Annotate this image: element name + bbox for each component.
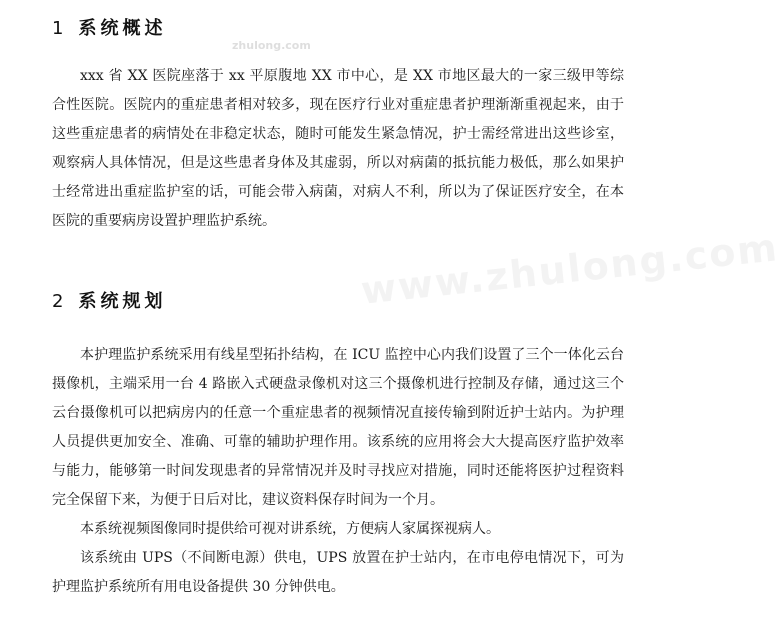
section-2-paragraph-1: 本护理监护系统采用有线星型拓扑结构，在 ICU 监控中心内我们设置了三个一体化云台摄像机，主端采用一台 4 路嵌入式硬盘录像机对这三个摄像机进行控制及存储，通过这三个云台摄像机可以把病房内的任意一个重症患者的视频情况直接传输到附近护士站内。为护理人员提供更加安全、准确、可靠的辅助护理作用。该系统的应用将会大大提高医疗监护效率与能力，能够第一时间发现患者的异常情况并及时寻找应对措施，同时还能将医护过程资料完全保留下来，为便于日后对比，建议资料保存时间为一个月。 [52,347,624,508]
section-1-title: 系统概述 [78,18,167,39]
section-1-number: 1 [52,18,65,39]
section-2-number: 2 [52,291,65,312]
section-2-heading [52,287,166,313]
section-2-paragraph-2: 本系统视频图像同时提供给可视对讲系统，方便病人家属探视病人。 [80,521,500,537]
section-1-paragraph: xxx 省 XX 医院座落于 xx 平原腹地 XX 市中心，是 XX 市地区最大的一家三级甲等综合性医院。医院内的重症患者相对较多，现在医疗行业对重症患者护理渐渐重视起来，由于这些重症患者的病情处在非稳定状态，随时可能发生紧急情况，护士需经常进出这些诊室，观察病人具体情况，但是这些患者身体及其虚弱，所以对病菌的抵抗能力极低，那么如果护士经常进出重症监护室的话，可能会带入病菌，对病人不利，所以为了保证医疗安全，在本医院的重要病房设置护理监护系统。 [52,68,624,229]
section-2-paragraph-3: 该系统由 UPS（不间断电源）供电，UPS 放置在护士站内，在市电停电情况下，可为护理监护系统所有用电设备提供 30 分钟供电。 [52,550,624,595]
section-2-title: 系统规划 [78,291,167,312]
watermark-small: zhulong.com [232,39,311,52]
watermark-large: www.zhulong.com [358,225,781,313]
section-1-heading [52,14,166,40]
